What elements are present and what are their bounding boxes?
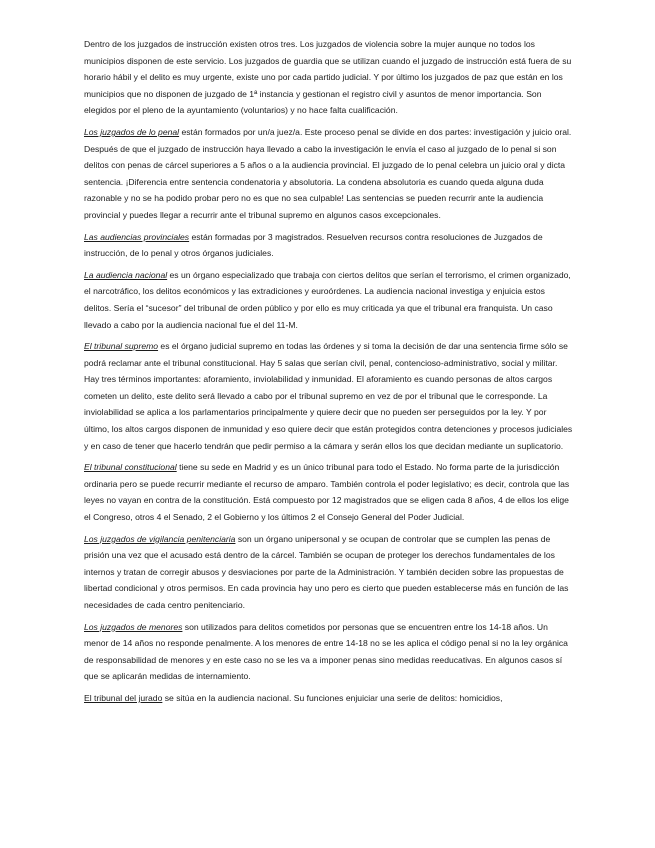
document-body [84,36,574,712]
paragraph-text: están formadas por 3 magistrados. Resuelven recursos contra resoluciones de Juzgados de instrucción, de lo penal y otros órganos judiciales. [84,231,543,259]
term-juzgados-penal: Los juzgados de lo penal [84,126,180,137]
paragraph-text: están formados por un/a juez/a. Este proceso penal se divide en dos partes: investigación y juicio oral. Después de que el juzgado de instrucción haya llevado a cabo la investigación le envía el caso al juzgado de lo penal si son delitos con penas de cárcel superiores a 5 años o a la audiencia provincial. El juzgado de lo penal celebra un juicio oral y dicta sentencia. ¡Diferencia entre sentencia condenatoria y absolutoria. La condena absolutoria es cuando queda alguna duda razonable y no se ha podido probar pero no es que no sea culpable! Las sentencias se pueden recurrir ante la audiencia provincial y puedes llegar a recurrir ante el tribunal supremo en algunos casos excepcionales. [84,126,572,220]
paragraph-text: es el órgano judicial supremo en todas las órdenes y si toma la decisión de dar una sentencia firme sólo se podrá reclamar ante el tribunal constitucional. Hay 5 salas que serían civil, penal, contencioso-administrativo, social y militar. Hay tres términos importantes: aforamiento, inviolabilidad y inmunidad. El aforamiento es cuando personas de altos cargos cometen un delito, este delito será llevado a cabo por el tribunal supremo en vez de por el tribunal que le corresponde. La inviolabilidad se aplica a los parlamentarios principalmente y quiere decir que no pueden ser perseguidos por la ley. Y por último, los altos cargos disponen de inmunidad y eso quiere decir que están protegidos contra detenciones y procesos judiciales y en caso de tener que hacerlo tendrán que pedir permiso a la cámara y serán ellos los que decidan mediante un suplicatorio. [84,341,573,451]
paragraph-text: tiene su sede en Madrid y es un único tribunal para todo el Estado. No forma parte de la jurisdicción ordinaria pero se puede recurrir mediante el recurso de amparo. También controla el poder legislativo; es decir, controla que las leyes no vayan en contra de la constitución. Está compuesto por 12 magistrados que se eligen cada 8 años, 4 de ellos los elige el Congreso, otros 4 el Senado, 2 el Gobierno y los últimos 2 el Consejo General del Poder Judicial. [84,462,570,523]
paragraph-text: Dentro de los juzgados de instrucción existen otros tres. Los juzgados de violencia sobre la mujer aunque no todos los municipios disponen de este servicio. Los juzgados de guardia que se utilizan cuando el juzgado de instrucción está fuera de su horario hábil y el delito es muy urgente, existe uno por cada partido judicial. Y por último los juzgados de paz que están en los municipios que no disponen de juzgado de 1ª instancia y gestionan el registro civil y asuntos de menor importancia. Son elegidos por el pleno de la ayuntamiento (voluntarios) y no hace falta cualificación. [84,39,572,116]
paragraph-audiencias-provinciales [84,229,574,262]
paragraph-text: son utilizados para delitos cometidos por personas que se encuentren entre los 14-18 años. Un menor de 14 años no responde penalmente. A los menores de entre 14-18 no se les aplica el código penal si no la ley orgánica de responsabilidad de menores y en este caso no se les va a imponer penas sino medidas reeducativas. En algunos casos sí que se aplicarán medidas de internamiento. [84,621,568,682]
paragraph-text: son un órgano unipersonal y se ocupan de controlar que se cumplen las penas de prisión una vez que el acusado está dentro de la cárcel. También se ocupan de proteger los derechos fundamentales de los internos y tratan de corregir abusos y desviaciones por parte de la Administración. Y también deciden sobre las propuestas de libertad condicional y otros permisos. En cada provincia hay uno pero es cierto que pueden establecerse más en función de las necesidades de cada centro penitenciario. [84,533,569,610]
term-vigilancia-penitenciaria: Los juzgados de vigilancia penitenciaria [84,533,236,544]
term-tribunal-jurado: El tribunal del jurado [84,692,163,703]
paragraph-text: es un órgano especializado que trabaja con ciertos delitos que serían el terrorismo, el crimen organizado, el narcotráfico, los delitos económicos y las extradiciones y euroórdenes. La audiencia nacional investiga y enjuicia estos delitos. Sería el “sucesor” del tribunal de orden público y por ello es muy criticada ya que el tribunal era franquista. Un caso llevado a cabo por la audiencia nacional fue el del 11-M. [84,269,571,330]
paragraph-juzgados-instruccion [84,36,574,119]
paragraph-vigilancia-penitenciaria [84,531,574,614]
paragraph-audiencia-nacional [84,267,574,333]
term-audiencias-provinciales: Las audiencias provinciales [84,231,190,242]
paragraph-tribunal-constitucional [84,459,574,525]
paragraph-juzgados-penal [84,124,574,224]
paragraph-text: se sitúa en la audiencia nacional. Su funciones enjuiciar una serie de delitos: homicidios, [162,692,503,703]
paragraph-tribunal-jurado [84,690,574,707]
paragraph-tribunal-supremo [84,338,574,454]
paragraph-juzgados-menores [84,619,574,685]
term-audiencia-nacional: La audiencia nacional [84,269,168,280]
term-tribunal-supremo: El tribunal supremo [84,341,159,352]
term-tribunal-constitucional: El tribunal constitucional [84,462,177,473]
term-juzgados-menores: Los juzgados de menores [84,621,183,632]
